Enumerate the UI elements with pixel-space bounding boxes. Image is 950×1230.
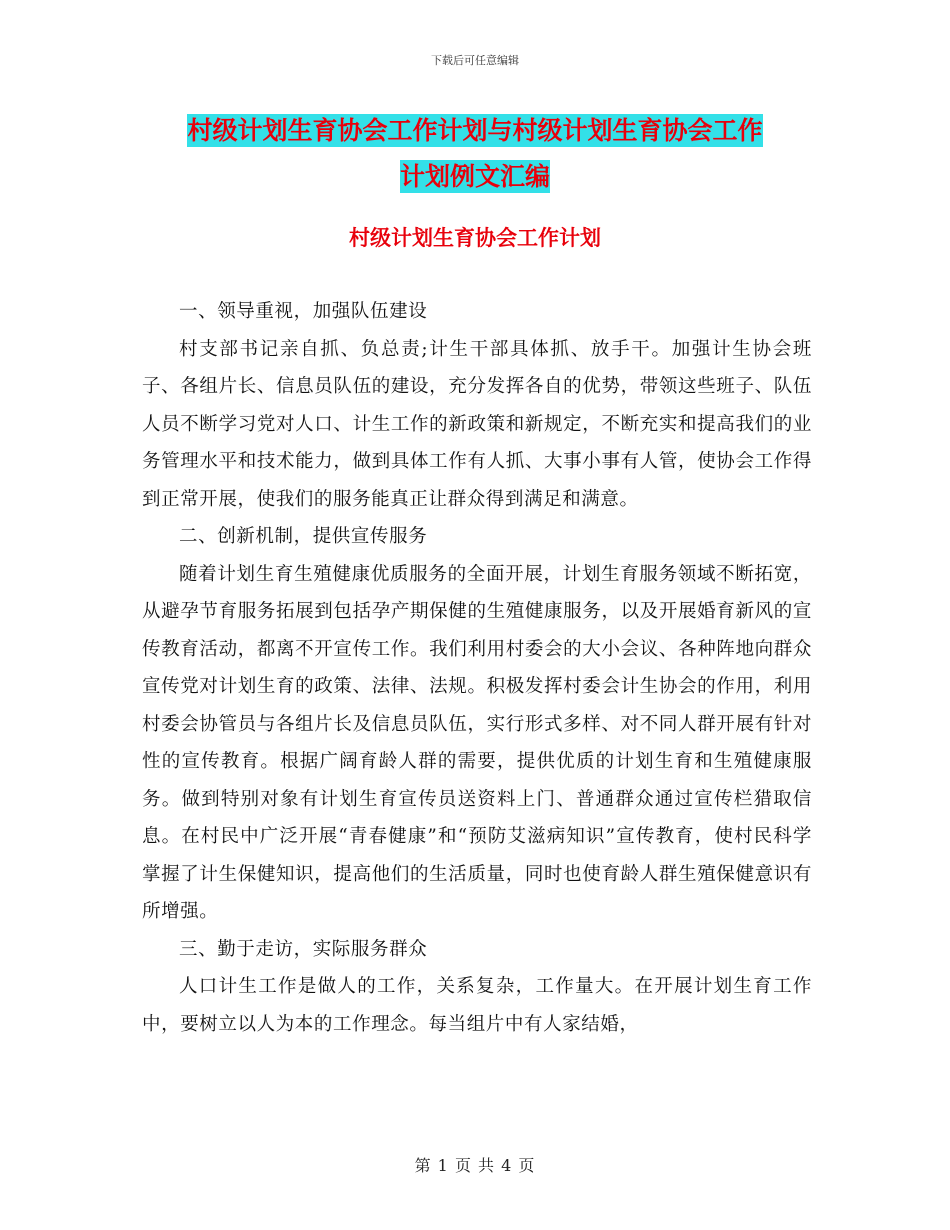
- document-body: [142, 293, 812, 1043]
- heading-1-leadership: 一、领导重视，加强队伍建设: [179, 301, 428, 322]
- paragraph-visits: 人口计生工作是做人的工作，关系复杂，工作量大。在开展计划生育工作中，要树立以人为本的工作理念。每当组片中有人家结婚，: [142, 976, 812, 1035]
- section-title: 村级计划生育协会工作计划: [349, 226, 601, 250]
- page-number: 第 1 页 共 4 页: [414, 1156, 536, 1175]
- document-title: [140, 108, 810, 200]
- document-title-line-1: 村级计划生育协会工作计划与村级计划生育协会工作: [187, 116, 763, 145]
- document-title-line-2: 计划例文汇编: [399, 162, 550, 191]
- page-header-note: 下载后可任意编辑: [431, 54, 519, 67]
- paragraph-leadership: 村支部书记亲自抓、负总责;计生干部具体抓、放手干。加强计生协会班子、各组片长、信息员队伍的建设，充分发挥各自的优势，带领这些班子、队伍人员不断学习党对人口、计生工作的新政策和新规定，不断充实和提高我们的业务管理水平和技术能力，做到具体工作有人抓、大事小事有人管，使协会工作得到正常开展，使我们的服务能真正让群众得到满足和满意。: [142, 338, 812, 510]
- paragraph-innovation: 随着计划生育生殖健康优质服务的全面开展，计划生育服务领域不断拓宽，从避孕节育服务拓展到包括孕产期保健的生殖健康服务，以及开展婚育新风的宣传教育活动，都离不开宣传工作。我们利用村委会的大小会议、各种阵地向群众宣传党对计划生育的政策、法律、法规。积极发挥村委会计生协会的作用，利用村委会协管员与各组片长及信息员队伍，实行形式多样、对不同人群开展有针对性的宣传教育。根据广阔育龄人群的需要，提供优质的计划生育和生殖健康服务。做到特别对象有计划生育宣传员送资料上门、普通群众通过宣传栏猎取信息。在村民中广泛开展“青春健康”和“预防艾滋病知识”宣传教育，使村民科学掌握了计生保健知识，提高他们的生活质量，同时也使育龄人群生殖保健意识有所增强。: [142, 563, 812, 922]
- heading-2-innovation: 二、创新机制，提供宣传服务: [179, 526, 428, 547]
- heading-3-visits: 三、勤于走访，实际服务群众: [179, 938, 428, 960]
